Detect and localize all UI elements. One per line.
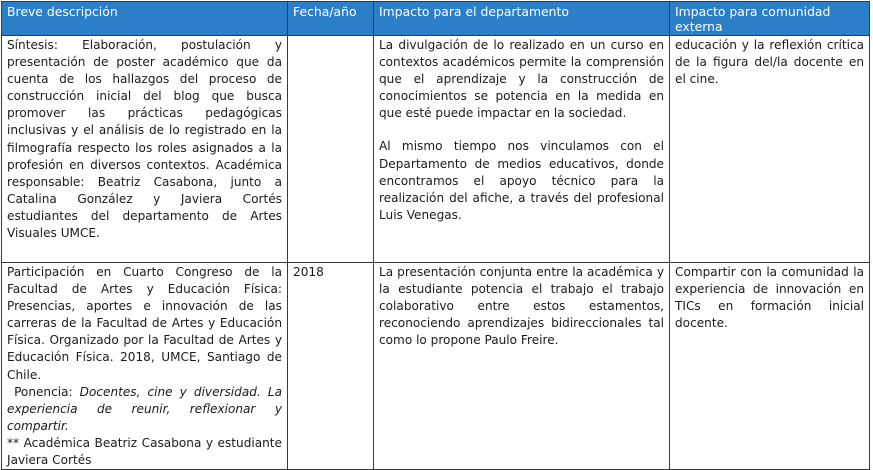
cell-fecha: 2018 [288,263,374,470]
ponencia-text [7,384,282,435]
activities-table [1,1,870,470]
cell-impacto-externo: Compartir con la comunidad la experiencia de innovación en TICs en formación inicial docente. [670,263,870,470]
cell-impacto-departamento [374,36,670,263]
autores-text: ** Académica Beatriz Casabona y estudiante Javiera Cortés [7,435,282,468]
cell-impacto-externo: educación y la reflexión crítica de la figura del/la docente en el cine. [670,36,870,263]
impacto-paragraph: Al mismo tiempo nos vinculamos con el Departamento de medios educativos, donde encontramos el apoyo técnico para la realización del afiche, a través del profesional Luis Venegas. [379,139,664,222]
cell-descripcion: Síntesis: Elaboración, postulación y presentación de poster académico que da cuenta de los hallazgos del proceso de construcción inicial del blog que busca promover las prácticas pedagógicas inclusivas y el análisis de lo registrado en la filmografía respecto los roles asignados a la profesión en diversos contextos. Académica responsable: Beatriz Casabona, junto a Catalina González y Javiera Cortés estudiantes del departamento de Artes Visuales UMCE. [2,36,288,263]
header-impacto-departamento: Impacto para el departamento [374,2,670,36]
table-row [2,36,870,263]
ponencia-title: Docentes, cine y diversidad. La experiencia de reunir, reflexionar y compartir. [7,384,282,433]
table-row [2,263,870,470]
header-breve-descripcion: Breve descripción [2,2,288,36]
impacto-paragraph: La divulgación de lo realizado en un curso en contextos académicos permite la comprensión que el aprendizaje y la construcción de conocimientos se potencia en la medida en que esté puede impactar en la sociedad. [379,38,664,121]
ponencia-label: Ponencia: [14,384,73,399]
cell-impacto-departamento: La presentación conjunta entre la académica y la estudiante potencia el trabajo el trabajo colaborativo entre estos estamentos, reconociendo aprendizajes bidireccionales tal como lo propone Paulo Freire. [374,263,670,470]
header-fecha: Fecha/año [288,2,374,36]
cell-fecha [288,36,374,263]
paragraph-spacer [379,122,664,138]
table-header-row [2,2,870,36]
cell-descripcion [2,263,288,470]
descripcion-text: Participación en Cuarto Congreso de la Facultad de Artes y Educación Física: Presencias, aportes e innovación de las carreras de la Facultad de Artes y Educación Física. Organizado por la Facultad de Artes y Educación Física. 2018, UMCE, Santiago de Chile. [7,265,282,382]
header-impacto-comunidad: Impacto para comunidad externa [670,2,870,36]
